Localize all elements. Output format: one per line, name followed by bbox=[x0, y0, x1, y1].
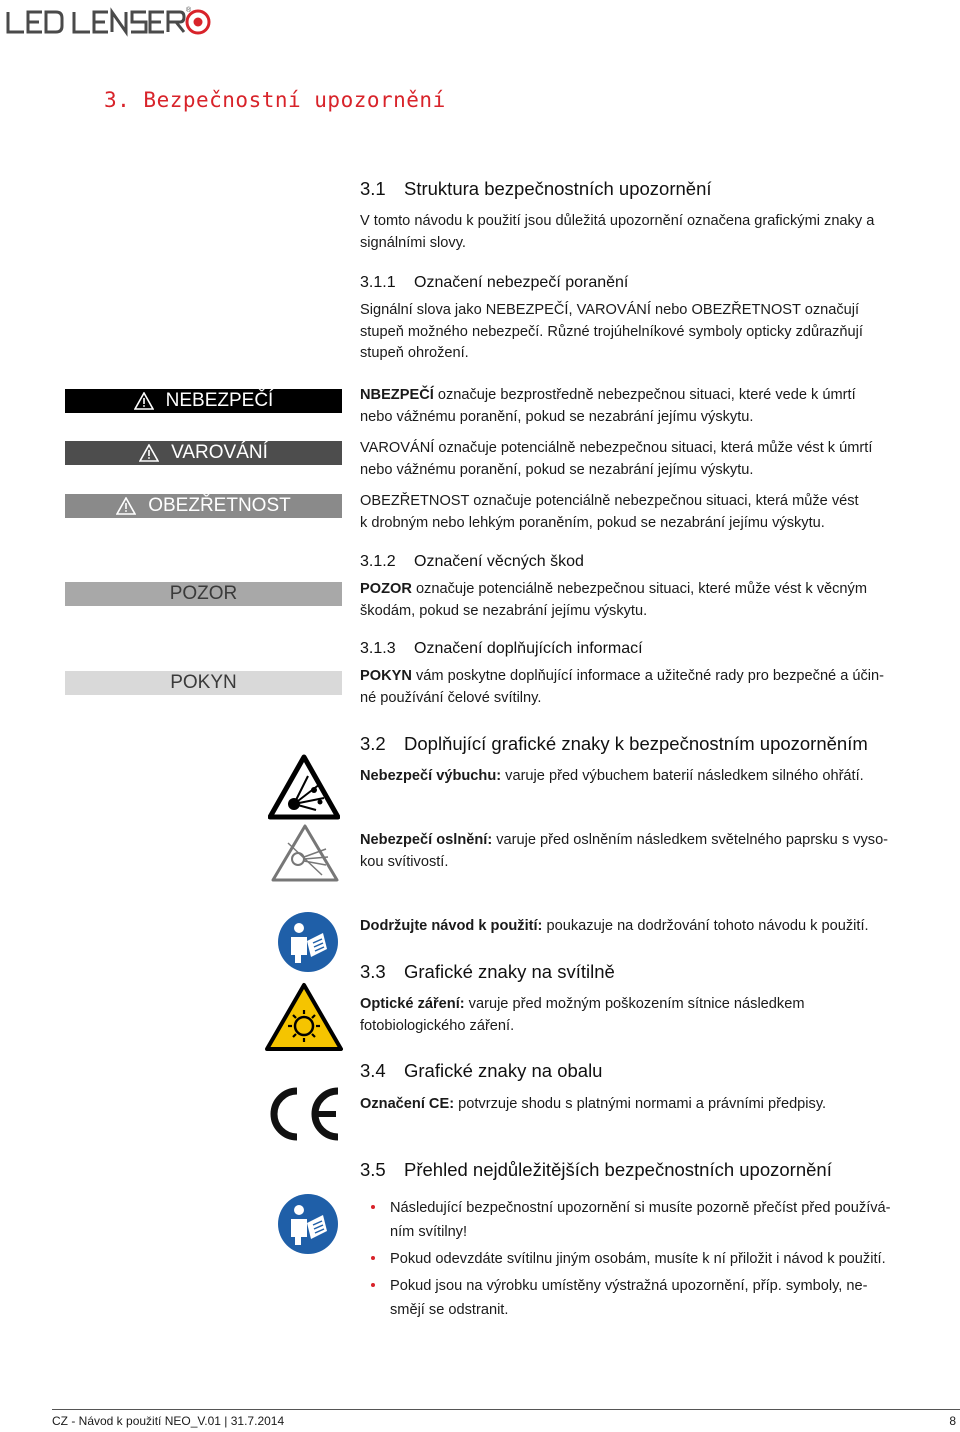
section-3-1-3-text bbox=[360, 666, 884, 709]
section-3-4-heading bbox=[360, 1060, 602, 1082]
signal-warning-label: VAROVÁNÍ bbox=[171, 442, 268, 463]
safety-bullet-list bbox=[360, 1196, 950, 1325]
text-segment: označuje potenciálně nebezpečnou situaci, které může vést k věcným bbox=[411, 581, 867, 597]
section-3-1-2-heading bbox=[360, 553, 584, 571]
list-item bbox=[360, 1274, 950, 1322]
footer-document-info: CZ - Návod k použití NEO_V.01 | 31.7.2014 bbox=[52, 1414, 285, 1428]
warning-description bbox=[360, 438, 872, 481]
text-segment: vám poskytne doplňující informace a užitečné rady pro bezpečné a účin- bbox=[411, 668, 885, 684]
text-line bbox=[360, 666, 884, 688]
text-line: ním svítilny! bbox=[390, 1224, 468, 1240]
section-3-1-1-heading bbox=[360, 274, 628, 292]
text-line: nebo vážnému poranění, pokud se nezabrání jejímu výskytu. bbox=[360, 408, 754, 425]
glare-hazard-text bbox=[360, 830, 888, 873]
text-segment: varuje před výbuchem baterií následkem silného ohřátí. bbox=[501, 768, 864, 784]
signal-caution-label: OBEZŘETNOST bbox=[148, 495, 291, 516]
section-3-3-text bbox=[360, 994, 805, 1037]
brand-logo bbox=[4, 4, 214, 38]
signal-danger-label: NEBEZPEČÍ bbox=[165, 390, 274, 411]
text-segment: potvrzuje shodu s platnými normami a právními předpisy. bbox=[454, 1096, 827, 1112]
signal-danger-panel bbox=[65, 389, 342, 413]
warning-triangle-icon bbox=[134, 392, 154, 410]
list-item bbox=[360, 1196, 950, 1244]
section-title: Grafické znaky na obalu bbox=[404, 1060, 603, 1081]
section-title: Označení věcných škod bbox=[414, 553, 584, 570]
signal-notice-panel bbox=[65, 582, 342, 606]
text-line bbox=[360, 994, 805, 1016]
danger-description bbox=[360, 385, 856, 428]
text-line: stupeň možného nebezpečí. Různé trojúhelníkové symboly opticky zdůrazňují bbox=[360, 323, 863, 340]
glare-hazard-icon bbox=[270, 823, 340, 883]
section-title: Grafické znaky na svítilně bbox=[404, 961, 615, 982]
text-segment: poukazuje na dodržování tohoto návodu k použití. bbox=[542, 918, 869, 934]
ce-mark-icon bbox=[262, 1085, 342, 1143]
text-line: Pokud odevzdáte svítilnu jiným osobám, musíte k ní přiložit i návod k použití. bbox=[390, 1251, 886, 1267]
section-3-3-heading bbox=[360, 961, 615, 983]
text-line: stupeň ohrožení. bbox=[360, 345, 469, 361]
section-number: 3.2 bbox=[360, 733, 386, 754]
signal-notice-label: POZOR bbox=[169, 583, 238, 604]
text-line: Signální slova jako NEBEZPEČÍ, VAROVÁNÍ nebo OBEZŘETNOST označují bbox=[360, 302, 860, 318]
text-line: OBEZŘETNOST označuje potenciálně nebezpečnou situaci, která může vést bbox=[360, 493, 859, 509]
text-line: signálními slovy. bbox=[360, 234, 466, 251]
section-number: 3.1.2 bbox=[360, 553, 396, 570]
text-line: V tomto návodu k použití jsou důležitá upozornění označena grafickými znaky a bbox=[360, 213, 875, 229]
section-title: Označení nebezpečí poranění bbox=[414, 274, 629, 291]
read-manual-icon bbox=[277, 911, 339, 973]
section-3-5-heading bbox=[360, 1159, 832, 1181]
section-title: Označení doplňujících informací bbox=[414, 640, 643, 657]
text-segment: označuje bezprostředně nebezpečnou situaci, které vede k úmrtí bbox=[433, 387, 856, 403]
text-line: nebo vážnému poranění, pokud se nezabrání jejímu výskytu. bbox=[360, 461, 754, 478]
warning-triangle-icon bbox=[116, 497, 136, 515]
section-number: 3.5 bbox=[360, 1159, 386, 1180]
lead-word: Nebezpečí oslnění: bbox=[360, 832, 493, 848]
lead-word: NBEZPEČÍ bbox=[360, 387, 434, 403]
section-3-1-text bbox=[360, 211, 874, 254]
section-number: 3.1 bbox=[360, 178, 386, 199]
chapter-title: 3. Bezpečnostní upozornění bbox=[104, 88, 446, 112]
text-line bbox=[360, 830, 888, 852]
text-line bbox=[360, 385, 856, 407]
signal-warning-panel bbox=[65, 441, 342, 465]
signal-caution-panel bbox=[65, 494, 342, 518]
text-line: smějí se odstranit. bbox=[390, 1302, 509, 1318]
warning-triangle-icon bbox=[139, 444, 159, 462]
text-line: škodám, pokud se nezabrání jejímu výskytu. bbox=[360, 602, 648, 619]
text-line: kou svítivostí. bbox=[360, 853, 449, 870]
text-line: fotobiologického záření. bbox=[360, 1017, 515, 1034]
lead-word: Dodržujte návod k použití: bbox=[360, 918, 543, 934]
caution-description bbox=[360, 491, 859, 534]
section-3-1-heading bbox=[360, 178, 712, 200]
read-manual-text bbox=[360, 916, 869, 938]
text-line: né používání čelové svítilny. bbox=[360, 689, 542, 706]
lead-word: Optické záření: bbox=[360, 996, 465, 1012]
section-3-1-3-heading bbox=[360, 640, 643, 658]
section-3-1-1-text bbox=[360, 300, 863, 365]
section-3-1-2-text bbox=[360, 579, 867, 622]
svg-text:®: ® bbox=[186, 7, 192, 14]
text-line bbox=[360, 579, 867, 601]
section-number: 3.1.3 bbox=[360, 640, 396, 657]
section-number: 3.3 bbox=[360, 961, 386, 982]
section-title: Doplňující grafické znaky k bezpečnostním upozorněním bbox=[404, 733, 868, 754]
read-manual-icon bbox=[277, 1193, 339, 1255]
text-line: k drobným nebo lehkým poraněním, pokud se nezabrání jejímu výskytu. bbox=[360, 514, 825, 531]
explosion-hazard-text bbox=[360, 766, 864, 788]
optical-radiation-icon bbox=[265, 982, 343, 1052]
lead-word: Označení CE: bbox=[360, 1096, 455, 1112]
section-title: Struktura bezpečnostních upozornění bbox=[404, 178, 712, 199]
section-number: 3.1.1 bbox=[360, 274, 396, 291]
section-number: 3.4 bbox=[360, 1060, 386, 1081]
text-line: VAROVÁNÍ označuje potenciálně nebezpečnou situaci, která může vést k úmrtí bbox=[360, 440, 873, 456]
page-number: 8 bbox=[949, 1414, 956, 1428]
text-segment: varuje před oslněním následkem světelného paprsku s vyso- bbox=[492, 832, 889, 848]
explosion-hazard-icon bbox=[268, 754, 340, 820]
section-title: Přehled nejdůležitějších bezpečnostních upozornění bbox=[404, 1159, 832, 1180]
signal-hint-panel bbox=[65, 671, 342, 695]
lead-word: POZOR bbox=[360, 581, 412, 597]
signal-hint-label: POKYN bbox=[170, 672, 237, 693]
text-line: Následující bezpečnostní upozornění si musíte pozorně přečíst před používá- bbox=[390, 1200, 891, 1216]
lead-word: Nebezpečí výbuchu: bbox=[360, 768, 502, 784]
list-item bbox=[360, 1247, 950, 1271]
section-3-4-text bbox=[360, 1094, 826, 1116]
footer-divider bbox=[52, 1409, 960, 1410]
text-line: Pokud jsou na výrobku umístěny výstražná upozornění, příp. symboly, ne- bbox=[390, 1278, 868, 1294]
section-3-2-heading bbox=[360, 733, 868, 755]
lead-word: POKYN bbox=[360, 668, 412, 684]
text-segment: varuje před možným poškozením sítnice následkem bbox=[464, 996, 805, 1012]
